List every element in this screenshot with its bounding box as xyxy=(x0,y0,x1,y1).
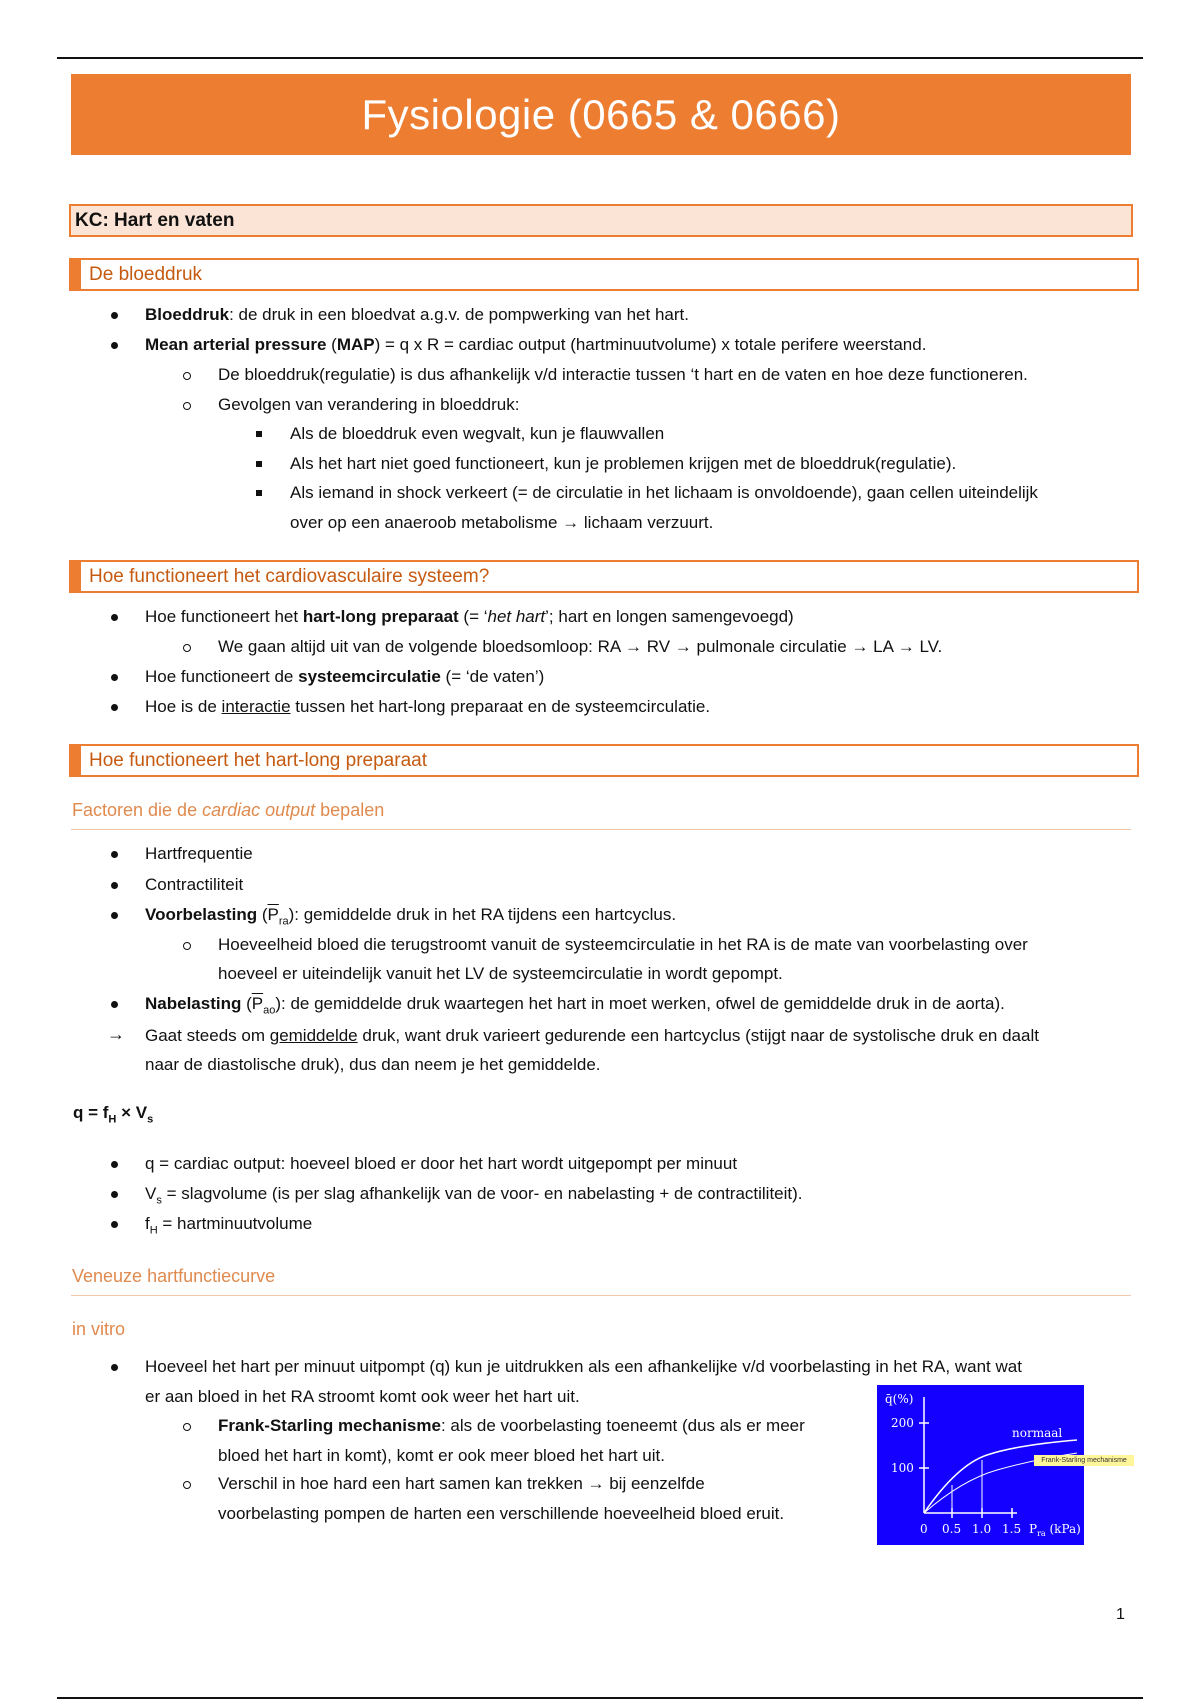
list-item: $f_H$ = hartminuutvolume xyxy=(145,1214,313,1237)
bullet xyxy=(111,1161,118,1168)
arrow-right-icon: → xyxy=(107,1024,125,1044)
bullet xyxy=(111,614,118,621)
list-item: Verschil in hoe hard een hart samen kan trekken → bij eenzelfde xyxy=(218,1474,705,1493)
list-item: Als iemand in shock verkeert (= de circulatie in het lichaam is onvoldoende), gaan cellen uiteindelijk xyxy=(290,483,1038,502)
bullet xyxy=(111,1001,118,1008)
formula: $q = f_H \times V_s$ xyxy=(73,1103,154,1126)
list-item-cont: voorbelasting pompen de harten een verschillende hoeveelheid bloed eruit. xyxy=(218,1504,785,1523)
x-tick-label: 0.5 xyxy=(942,1522,962,1536)
x-tick-label: 0 xyxy=(920,1522,928,1536)
list-item-cont: bloed het hart in komt), komt er ook meer bloed het hart uit. xyxy=(218,1446,665,1465)
page-number: 1 xyxy=(1116,1606,1125,1623)
list-item: Gaat steeds om gemiddelde druk, want druk varieert gedurende een hartcyclus (stijgt naar de systolische druk en daalt xyxy=(145,1026,1039,1045)
list-item: Mean arterial pressure (MAP) = q x R = cardiac output (hartminuutvolume) x totale perifere weerstand. xyxy=(145,335,927,354)
sub-sub-bullet xyxy=(256,461,262,467)
sub-bullet xyxy=(183,942,191,950)
x-tick-label: 1.5 xyxy=(1002,1522,1022,1536)
bullet xyxy=(111,342,118,349)
x-tick-label: 1.0 xyxy=(972,1522,992,1536)
sub-bullet xyxy=(183,644,191,652)
list-item: Bloeddruk: de druk in een bloedvat a.g.v. de pompwerking van het hart. xyxy=(145,305,689,324)
subheading-invitro: in vitro xyxy=(72,1319,126,1339)
bullet xyxy=(111,1191,118,1198)
list-item: Nabelasting $(\overline{P}_{ao})$: de gemiddelde druk waartegen het hart in moet werken, ofwel de gemiddelde druk in de aorta). xyxy=(145,994,1005,1017)
bullet xyxy=(111,1364,118,1371)
list-item: Contractiliteit xyxy=(145,875,244,894)
list-item: We gaan altijd uit van de volgende bloedsomloop: RA → RV → pulmonale circulatie → LA → LV. xyxy=(218,637,943,656)
list-item-cont: er aan bloed in het RA stroomt komt ook weer het hart uit. xyxy=(145,1387,580,1406)
y-tick-label: 200 xyxy=(891,1416,914,1430)
list-item: Als de bloeddruk even wegvalt, kun je flauwvallen xyxy=(290,424,665,443)
frank-starling-highlight: Frank-Starling mechanisme xyxy=(1034,1455,1134,1466)
list-item: Gevolgen van verandering in bloeddruk: xyxy=(218,395,520,414)
list-item-cont: hoeveel er uiteindelijk vanuit het LV de systeemcirculatie in wordt gepompt. xyxy=(218,964,783,983)
section-heading-hartlong: Hoe functioneert het hart-long preparaat xyxy=(69,744,1139,777)
list-item: Hartfrequentie xyxy=(145,844,253,863)
page-title: Fysiologie (0665 & 0666) xyxy=(361,90,841,138)
title-banner xyxy=(71,74,1131,155)
list-item-cont: over op een anaeroob metabolisme → lichaam verzuurt. xyxy=(290,513,714,532)
x-axis-label: $P_{ra}$ (kPa) xyxy=(1029,1522,1081,1538)
subheading-factoren: Factoren die de cardiac output bepalen xyxy=(72,800,385,820)
bullet xyxy=(111,882,118,889)
bullet xyxy=(111,912,118,919)
list-item: Hoeveel het hart per minuut uitpompt (q) kun je uitdrukken als een afhankelijke v/d voorbelasting in het RA, want wat xyxy=(145,1357,1022,1376)
list-item: $V_s$ = slagvolume (is per slag afhankelijk van de voor- en nabelasting + de contractiliteit). xyxy=(145,1184,803,1207)
y-tick-label: 100 xyxy=(891,1461,914,1475)
list-item: Hoe functioneert het hart-long preparaat (= ‘het hart’; hart en longen samengevoegd) xyxy=(145,607,794,626)
sub-bullet xyxy=(183,1423,191,1431)
header-rule xyxy=(57,57,1143,59)
list-item: Hoe functioneert de systeemcirculatie (= ‘de vaten’) xyxy=(145,667,545,686)
list-item: q = cardiac output: hoeveel bloed er door het hart wordt uitgepompt per minuut xyxy=(145,1154,738,1173)
y-axis-label: q̄(%) xyxy=(885,1392,914,1406)
list-item: De bloeddruk(regulatie) is dus afhankelijk v/d interactie tussen ‘t hart en de vaten en hoe deze functioneren. xyxy=(218,365,1028,384)
bullet xyxy=(111,312,118,319)
list-item: Als het hart niet goed functioneert, kun je problemen krijgen met de bloeddruk(regulatie). xyxy=(290,454,957,473)
list-item: Frank-Starling mechanisme: als de voorbelasting toeneemt (dus als er meer xyxy=(218,1416,805,1435)
footer-rule xyxy=(57,1697,1143,1699)
sub-bullet xyxy=(183,402,191,410)
curve-label: normaal xyxy=(1012,1426,1063,1440)
subheading-rule xyxy=(71,1295,1131,1296)
subheading-veneuze: Veneuze hartfunctiecurve xyxy=(72,1266,276,1286)
sub-bullet xyxy=(183,1481,191,1489)
sub-sub-bullet xyxy=(256,431,262,437)
curve-normaal xyxy=(924,1440,1077,1513)
list-item: Voorbelasting $(\overline{P}_{ra})$: gemiddelde druk in het RA tijdens een hartcyclus. xyxy=(145,905,677,928)
sub-bullet xyxy=(183,372,191,380)
list-item: Hoeveelheid bloed die terugstroomt vanuit de systeemcirculatie in het RA is de mate van voorbelasting over xyxy=(218,935,1028,954)
bullet xyxy=(111,1221,118,1228)
section-heading-cardio: Hoe functioneert het cardiovasculaire systeem? xyxy=(69,560,1139,593)
sub-sub-bullet xyxy=(256,490,262,496)
section-heading-bloeddruk: De bloeddruk xyxy=(69,258,1139,291)
bullet xyxy=(111,851,118,858)
bullet xyxy=(111,674,118,681)
bullet xyxy=(111,704,118,711)
subheading-rule xyxy=(71,829,1131,830)
list-item: Hoe is de interactie tussen het hart-long preparaat en de systeemcirculatie. xyxy=(145,697,711,716)
list-item-cont: naar de diastolische druk), dus dan neem je het gemiddelde. xyxy=(145,1055,601,1074)
kc-heading: KC: Hart en vaten xyxy=(69,204,1133,237)
